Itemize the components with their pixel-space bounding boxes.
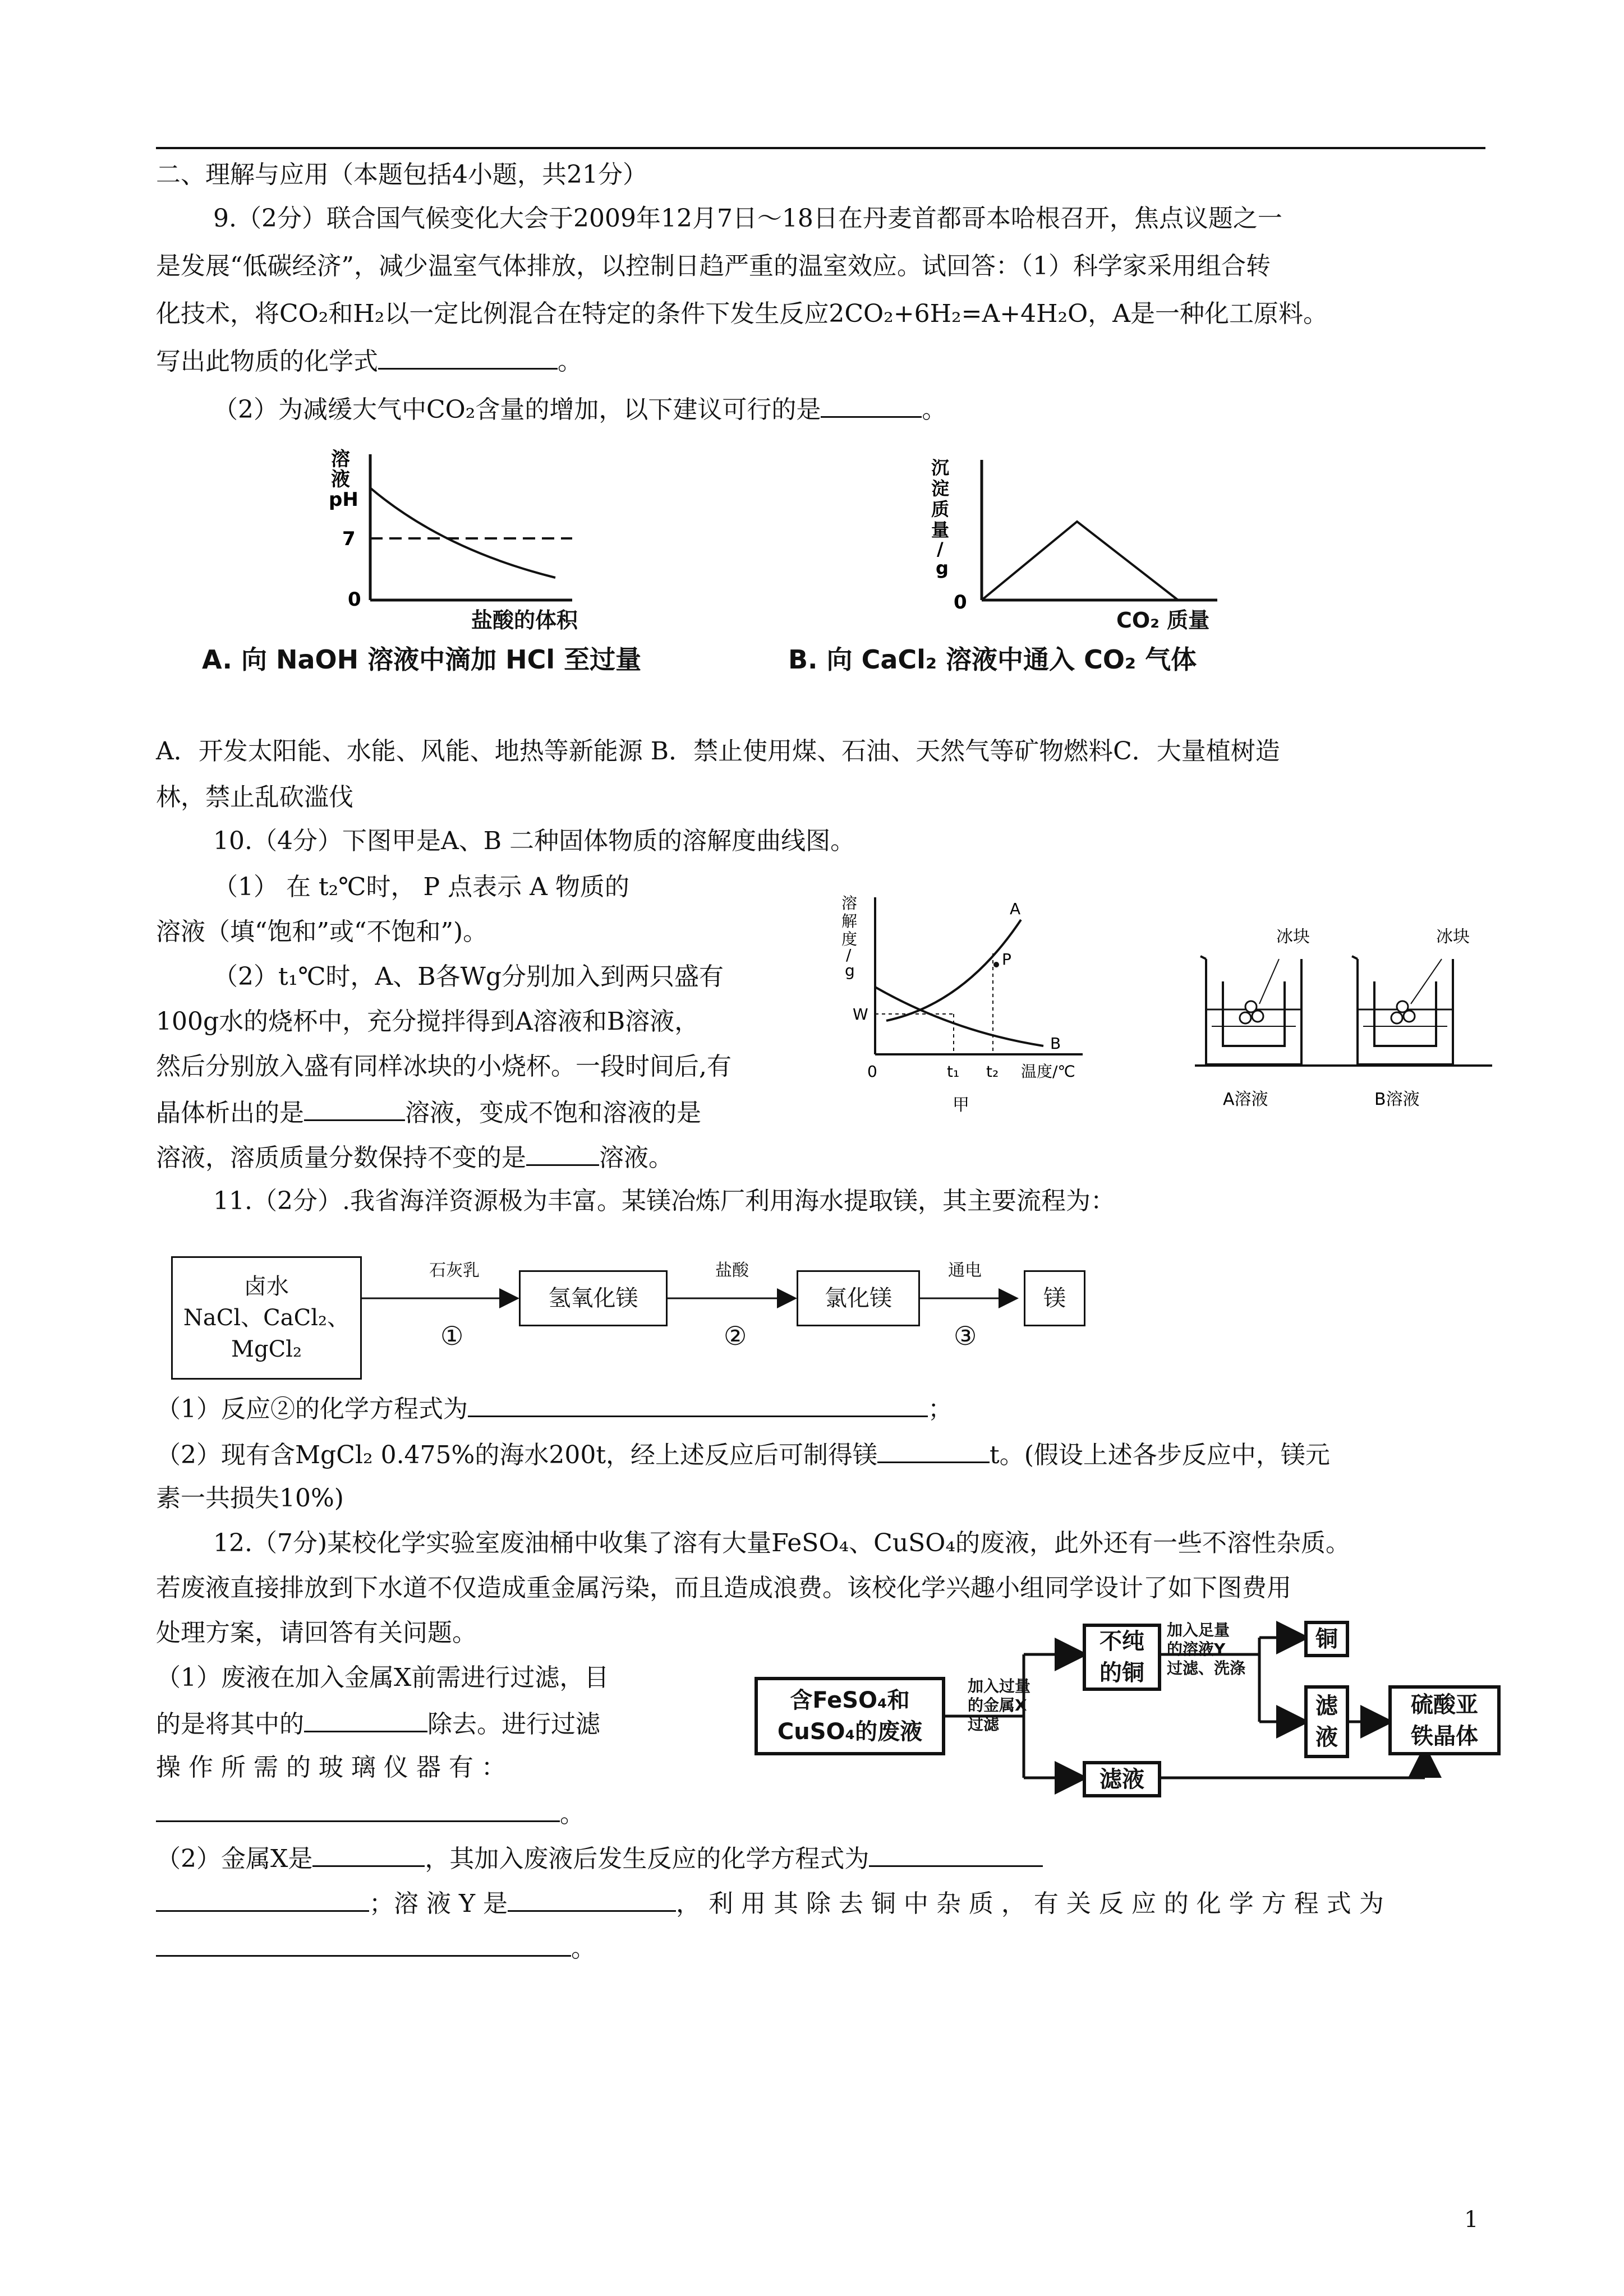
graph-a	[314, 443, 740, 611]
q12-sub2-line1	[156, 1841, 1043, 1876]
graph-b-curve	[982, 522, 1178, 600]
q12-sub1-line4-end: 。	[560, 1800, 585, 1828]
q12-solution-y-blank[interactable]	[508, 1885, 676, 1912]
beakers-diagram	[1189, 897, 1503, 1116]
beaker-b	[1352, 956, 1453, 1064]
graph-a-xlabel: 盐酸的体积	[471, 608, 578, 633]
graph-b-ylabel-4: 量	[931, 519, 950, 541]
flow-mg-chloride-box: 氯化镁	[797, 1270, 920, 1326]
q10-line7b: 溶液，变成不饱和溶液的是	[405, 1099, 701, 1127]
q9-line5-end: 。	[922, 395, 947, 424]
q9-line5	[213, 391, 946, 427]
q11-equation-blank[interactable]	[468, 1391, 928, 1417]
q12-sub2-line3-end: 。	[571, 1934, 596, 1963]
solubility-origin: 0	[867, 1062, 877, 1081]
q11-q1-end: ；	[928, 1395, 953, 1423]
waste-liquid-line2: CuSO₄的废液	[777, 1719, 923, 1745]
flow-step3: ③	[954, 1321, 977, 1351]
q12-sub2-line1b: ，其加入废液后发生反应的化学方程式为	[425, 1845, 869, 1873]
flow-add-solution-y-3: 过滤、洗涤	[1167, 1659, 1246, 1677]
q9-line4-text: 写出此物质的化学式	[156, 347, 378, 376]
graph-b-caption: B. 向 CaCl₂ 溶液中通入 CO₂ 气体	[788, 644, 1197, 675]
beaker-b-ice-label: 冰块	[1436, 927, 1470, 947]
flow-arrow2-label: 盐酸	[715, 1261, 749, 1280]
q12-sub2-line2b: ， 利 用 其 除 去 铜 中 杂 质 ， 有 关 反 应 的 化 学 方 程 式 为	[676, 1889, 1384, 1918]
waste-liquid-box	[755, 1677, 945, 1755]
q12-sub1-line2	[156, 1706, 600, 1741]
curve-b-label: B	[1050, 1034, 1061, 1053]
waste-liquid-line1: 含FeSO₄和	[790, 1688, 910, 1713]
q10-line8a: 溶液，溶质质量分数保持不变的是	[156, 1144, 526, 1172]
filtrate1-2: 液	[1315, 1725, 1338, 1750]
q11-q2a: （2）现有含MgCl₂ 0.475%的海水200t，经上述反应后可制得镁	[156, 1441, 878, 1469]
q9-line1: 9.（2分）联合国气候变化大会于2009年12月7日～18日在丹麦首都哥本哈根召开，焦点议题之一	[213, 204, 1282, 233]
graph-b-ylabel-5: /	[937, 538, 944, 560]
filtrate1-1: 滤	[1315, 1693, 1338, 1719]
solubility-ylabel-1: 溶	[841, 894, 858, 912]
point-p-label: P	[1002, 950, 1011, 969]
graph-a-curve	[370, 488, 555, 578]
graph-a-caption: A. 向 NaOH 溶液中滴加 HCl 至过量	[202, 644, 642, 675]
q12-line1: 12.（7分)某校化学实验室废油桶中收集了溶有大量FeSO₄、CuSO₄的废液，此外还有一些不溶性杂质。	[213, 1529, 1351, 1557]
flow-mg-box: 镁	[1024, 1270, 1085, 1326]
graph-b-ylabel-6: g	[936, 557, 949, 579]
q9-formula-blank[interactable]	[378, 343, 558, 370]
q10-line8b: 溶液。	[599, 1144, 673, 1172]
q9-line3: 化技术，将CO₂和H₂以一定比例混合在特定的条件下发生反应2CO₂+6H₂=A+4H₂O，A是一种化工原料。	[156, 299, 1328, 328]
q10-constant-blank[interactable]	[526, 1140, 599, 1166]
solubility-w-label: W	[853, 1005, 868, 1023]
product-2: 铁晶体	[1411, 1723, 1478, 1749]
flow-arrow3-label: 通电	[948, 1261, 982, 1280]
graph-b	[898, 449, 1290, 617]
copper-box: 铜	[1304, 1621, 1349, 1657]
product-box	[1388, 1685, 1501, 1755]
q11-q1	[156, 1391, 953, 1426]
impure-copper-2: 的铜	[1099, 1660, 1144, 1686]
q12-sub1-line4	[156, 1796, 585, 1831]
beaker-a-ice-label: 冰块	[1276, 927, 1310, 947]
graph-b-ylabel-2: 淀	[931, 478, 950, 499]
curve-a-label: A	[1010, 900, 1021, 918]
q10-crystal-blank[interactable]	[304, 1095, 405, 1121]
q9-line4-end: 。	[558, 347, 582, 376]
impure-copper-box	[1083, 1624, 1161, 1691]
q10-line4: （2）t₁℃时，A、B各Wg分别加入到两只盛有	[213, 962, 724, 991]
solubility-caption: 甲	[953, 1095, 969, 1115]
q9-options-line2: 林，禁止乱砍滥伐	[156, 783, 353, 812]
q12-sub2-line1a: （2）金属X是	[156, 1845, 313, 1873]
q12-sub1-line1: （1）废液在加入金属X前需进行过滤，目	[156, 1663, 609, 1692]
filtrate1-box	[1304, 1685, 1349, 1758]
section-header: 二、理解与应用（本题包括4小题，共21分）	[156, 160, 647, 189]
product-1: 硫酸亚	[1411, 1691, 1478, 1718]
q10-line3: 溶液（填“饱和”或“不饱和”)。	[156, 918, 488, 946]
q12-glassware-blank[interactable]	[156, 1796, 560, 1822]
flow-brine-box	[171, 1256, 362, 1380]
q10-line8	[156, 1140, 673, 1175]
q12-line2: 若废液直接排放到下水道不仅造成重金属污染，而且造成浪费。该校化学兴趣小组同学设计了如下图费用	[156, 1574, 1291, 1602]
solubility-ylabel-3: 度	[841, 930, 858, 948]
q9-options-line1: A．开发太阳能、水能、风能、地热等新能源 B．禁止使用煤、石油、天然气等矿物燃料C．大量植树造	[156, 737, 1280, 766]
flow-add-solution-y-2: 的溶液Y	[1167, 1640, 1226, 1658]
graph-a-tick-7: 7	[342, 528, 356, 550]
beaker-a	[1200, 956, 1301, 1064]
q9-line2: 是发展“低碳经济”，减少温室气体排放，以控制日趋严重的温室效应。试回答：（1）科学家采用组合转	[156, 252, 1271, 280]
q12-line3: 处理方案，请回答有关问题。	[156, 1619, 477, 1647]
solubility-chart	[830, 886, 1111, 1127]
q11-q1-text: （1）反应②的化学方程式为	[156, 1395, 468, 1423]
solubility-xlabel: 温度/℃	[1021, 1062, 1075, 1081]
solubility-ylabel-5: g	[845, 961, 855, 980]
beaker-b-label: B溶液	[1374, 1090, 1420, 1109]
flow-add-metal-x-3: 过滤	[968, 1715, 1000, 1733]
q12-sub2-line2	[156, 1885, 1384, 1921]
solubility-t1: t₁	[947, 1062, 960, 1081]
flow-step1: ①	[440, 1321, 464, 1351]
q12-impurity-blank[interactable]	[304, 1706, 427, 1732]
graph-a-ylabel-3: pH	[329, 488, 358, 511]
graph-a-ylabel-2: 液	[331, 468, 350, 491]
solubility-t2: t₂	[986, 1062, 999, 1081]
filtrate2-box: 滤液	[1083, 1761, 1161, 1797]
q9-line4	[156, 343, 582, 379]
q10-line1: 10.（4分）下图甲是A、B 二种固体物质的溶解度曲线图。	[213, 827, 855, 855]
q11-line1: 11.（2分）.我省海洋资源极为丰富。某镁冶炼厂利用海水提取镁，其主要流程为：	[213, 1187, 1115, 1215]
flow-add-solution-y	[1167, 1621, 1245, 1678]
graph-b-origin: 0	[954, 591, 967, 614]
q10-line7a: 晶体析出的是	[156, 1099, 304, 1127]
q10-line6: 然后分别放入盛有同样冰块的小烧杯。一段时间后,有	[156, 1052, 732, 1081]
flow-arrow1-label: 石灰乳	[429, 1261, 480, 1280]
graph-b-xlabel: CO₂ 质量	[1116, 608, 1210, 633]
flow-add-solution-y-1: 加入足量	[1167, 1621, 1230, 1639]
page-number: 1	[1464, 2207, 1479, 2233]
flow-mg-hydroxide-box: 氢氧化镁	[519, 1270, 668, 1326]
q10-line5: 100g水的烧杯中，充分搅拌得到A溶液和B溶液，	[156, 1007, 700, 1036]
flow-brine-salts: NaCl、CaCl₂、	[183, 1305, 350, 1331]
q12-equation1-blank-b[interactable]	[156, 1885, 369, 1912]
q12-sub2-line3	[156, 1930, 596, 1966]
flow-brine-title: 卤水	[244, 1274, 289, 1299]
q12-sub1-line3: 操 作 所 需 的 玻 璃 仪 器 有 ：	[156, 1753, 506, 1782]
flow-add-metal-x	[968, 1677, 1030, 1734]
q9-line5-text: （2）为减缓大气中CO₂含量的增加，以下建议可行的是	[213, 395, 821, 424]
solubility-ylabel-4: /	[846, 946, 852, 964]
q10-line7	[156, 1095, 701, 1130]
point-p	[993, 962, 999, 967]
q11-q2b: t。(假设上述各步反应中，镁元	[990, 1441, 1330, 1469]
curve-a	[886, 920, 1021, 1021]
q12-sub1-line2a: 的是将其中的	[156, 1710, 304, 1739]
graph-b-ylabel-1: 沉	[931, 457, 950, 478]
impure-copper-1: 不纯	[1099, 1629, 1144, 1654]
q11-q2	[156, 1437, 1330, 1472]
q12-equation2-blank[interactable]	[156, 1930, 571, 1957]
q11-q2c: 素一共损失10%)	[156, 1484, 344, 1513]
q12-sub2-line2a: ；溶 液 Y 是	[369, 1889, 508, 1918]
beaker-a-label: A溶液	[1223, 1090, 1268, 1109]
flow-add-metal-x-2: 的金属X	[968, 1696, 1027, 1714]
flow-step2: ②	[724, 1321, 747, 1351]
q12-equation1-blank-a[interactable]	[869, 1841, 1043, 1867]
flow-add-metal-x-1: 加入过量	[968, 1677, 1031, 1695]
solubility-ylabel-2: 解	[841, 912, 858, 930]
q12-metal-x-blank[interactable]	[312, 1841, 425, 1867]
q10-line2: （1） 在 t₂℃时， P 点表示 A 物质的	[213, 873, 629, 901]
q12-sub1-line2b: 除去。进行过滤	[427, 1710, 600, 1739]
graph-b-ylabel-3: 质	[931, 499, 950, 520]
q11-mass-blank[interactable]	[877, 1437, 990, 1463]
header-rule	[156, 147, 1485, 149]
q9-suggestion-blank[interactable]	[821, 391, 922, 418]
graph-a-ylabel-1: 溶	[331, 448, 350, 471]
graph-a-origin: 0	[348, 588, 361, 611]
flow-brine-mgcl2: MgCl₂	[231, 1336, 302, 1362]
